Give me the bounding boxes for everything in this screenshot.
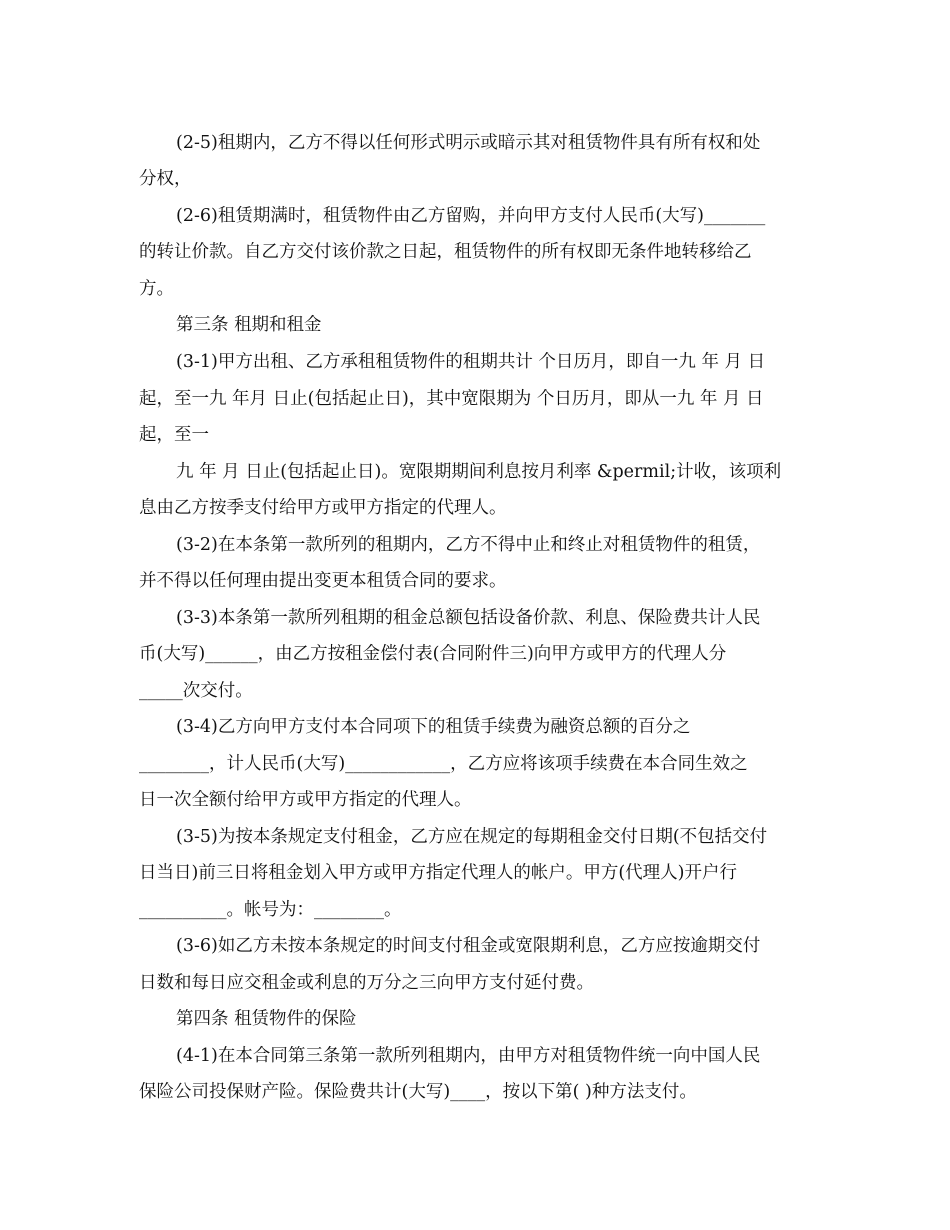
clause-3-1-line-5: 息由乙方按季支付给甲方或甲方指定的代理人。 — [139, 498, 507, 518]
clause-3-4-line-2: ________，计人民币(大写)____________，乙方应将该项手续费在本合同生效之 — [139, 754, 748, 774]
clause-3-5-line-2: 日当日)前三日将租金划入甲方或甲方指定代理人的帐户。甲方(代理人)开户行 — [139, 863, 737, 883]
clause-3-1-line-3: 起，至一 — [139, 425, 209, 445]
clause-3-1-line-4: 九 年 月 日止(包括起止日)。宽限期期间利息按月利率 &permil;计收，该项利 — [176, 462, 782, 482]
clause-3-1-line-2: 起，至一九 年月 日止(包括起止日)，其中宽限期为 个日历月，即从一九 年 月 日 — [139, 389, 764, 409]
clause-3-4-line-1: (3-4)乙方向甲方支付本合同项下的租赁手续费为融资总额的百分之 — [176, 717, 691, 737]
clause-2-5-line-2: 分权， — [139, 169, 192, 189]
clause-3-5-line-1: (3-5)为按本条规定支付租金，乙方应在规定的每期租金交付日期(不包括交付 — [176, 827, 768, 847]
clause-3-2-line-2: 并不得以任何理由提出变更本租赁合同的要求。 — [139, 571, 507, 591]
clause-2-5-line-1: (2-5)租期内，乙方不得以任何形式明示或暗示其对租赁物件具有所有权和处 — [176, 133, 761, 153]
article-3-heading: 第三条 租期和租金 — [176, 315, 322, 335]
clause-3-3-line-1: (3-3)本条第一款所列租期的租金总额包括设备价款、利息、保险费共计人民 — [176, 608, 761, 628]
clause-2-6-line-3: 方。 — [139, 279, 174, 299]
clause-3-3-line-2: 币(大写)______，由乙方按租金偿付表(合同附件三)向甲方或甲方的代理人分 — [139, 644, 727, 664]
clause-2-6-line-1: (2-6)租赁期满时，租赁物件由乙方留购，并向甲方支付人民币(大写)_______ — [176, 206, 766, 226]
clause-3-6-line-1: (3-6)如乙方未按本条规定的时间支付租金或宽限期利息，乙方应按逾期交付 — [176, 936, 761, 956]
clause-4-1-line-1: (4-1)在本合同第三条第一款所列租期内，由甲方对租赁物件统一向中国人民 — [176, 1046, 761, 1066]
clause-3-4-line-3: 日一次全额付给甲方或甲方指定的代理人。 — [139, 790, 472, 810]
clause-3-2-line-1: (3-2)在本条第一款所列的租期内，乙方不得中止和终止对租赁物件的租赁， — [176, 535, 761, 555]
article-4-heading: 第四条 租赁物件的保险 — [176, 1009, 357, 1029]
clause-3-1-line-1: (3-1)甲方出租、乙方承租租赁物件的租期共计 个日历月，即自一九 年 月 日 — [176, 352, 766, 372]
clause-3-3-line-3: _____次交付。 — [139, 681, 253, 701]
clause-3-5-line-3: __________。帐号为：________。 — [139, 900, 402, 920]
clause-3-6-line-2: 日数和每日应交租金或利息的万分之三向甲方支付延付费。 — [139, 973, 594, 993]
clause-4-1-line-2: 保险公司投保财产险。保险费共计(大写)____，按以下第( )种方法支付。 — [139, 1082, 697, 1102]
clause-2-6-line-2: 的转让价款。自乙方交付该价款之日起，租赁物件的所有权即无条件地转移给乙 — [139, 242, 752, 262]
